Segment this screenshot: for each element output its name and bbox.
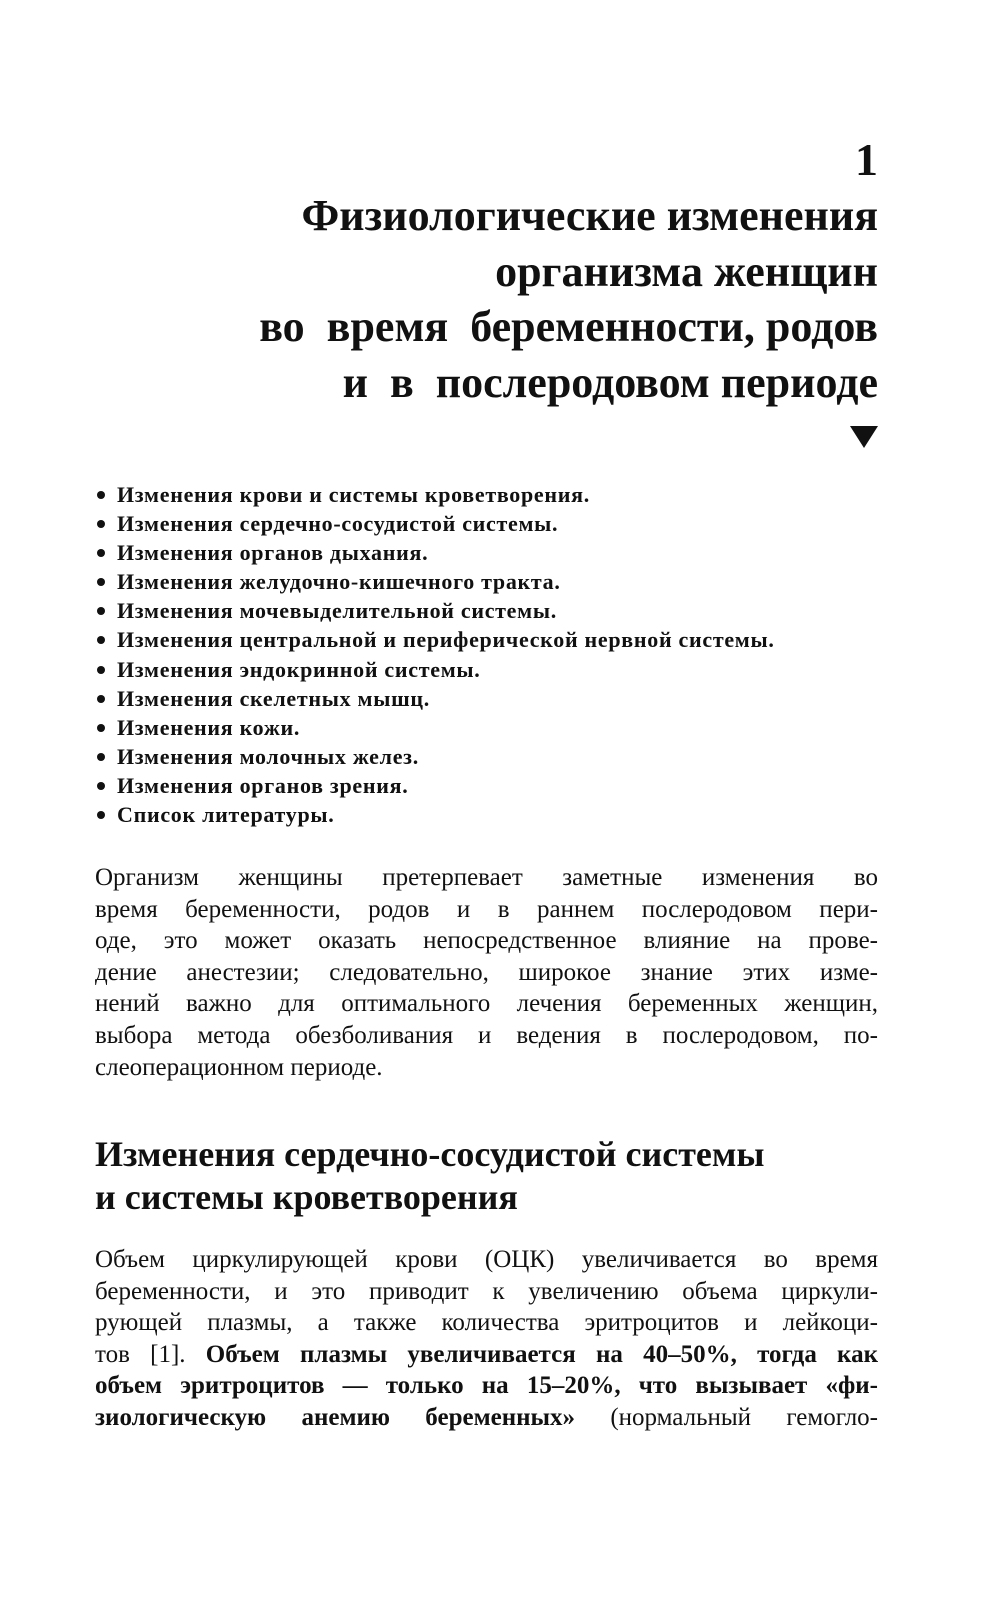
text-segment: тов [1]. — [95, 1340, 206, 1368]
list-item: Изменения желудочно-кишечного тракта. — [95, 567, 775, 596]
text-line: рующей плазмы, а также количества эритроцитов и лейкоци- — [95, 1309, 878, 1337]
text-line — [95, 1339, 878, 1371]
list-item: Изменения крови и системы кроветворения. — [95, 480, 775, 509]
list-item: Изменения сердечно-сосудистой системы. — [95, 509, 775, 538]
bullet-icon — [97, 491, 105, 499]
text-line: оде, это может оказать непосредственное влияние на прове- — [95, 927, 878, 955]
list-item: Изменения скелетных мышц. — [95, 684, 775, 713]
bullet-icon — [97, 666, 105, 674]
triangle-marker-icon — [850, 426, 878, 448]
section-heading-line: и системы кроветворения — [95, 1177, 518, 1217]
text-line: слеоперационном периоде. — [95, 1053, 383, 1081]
chapter-title — [259, 188, 878, 410]
chapter-contents-list — [95, 480, 775, 829]
text-line: время беременности, родов и в раннем послеродовом пери- — [95, 895, 878, 923]
section-heading-line: Изменения сердечно-сосудистой системы — [95, 1134, 765, 1174]
bullet-icon — [97, 549, 105, 557]
text-line: Объем циркулирующей крови (ОЦК) увеличивается во время — [95, 1246, 878, 1273]
bullet-icon — [97, 636, 105, 644]
chapter-title-line: и в послеродовом периоде — [342, 357, 878, 407]
text-line: выбора метода обезболивания и ведения в послеродовом, по- — [95, 1021, 878, 1049]
bullet-icon — [97, 520, 105, 528]
chapter-title-line: во время беременности, родов — [259, 302, 878, 351]
text-line — [95, 1370, 878, 1402]
text-line: Организм женщины претерпевает заметные изменения во — [95, 864, 878, 891]
section-heading — [95, 1133, 765, 1219]
list-item: Изменения мочевыделительной системы. — [95, 596, 775, 625]
bullet-icon — [97, 811, 105, 819]
bullet-icon — [97, 753, 105, 761]
chapter-title-line: организма женщин — [495, 246, 878, 296]
list-item: Изменения органов дыхания. — [95, 538, 775, 567]
text-line: дение анестезии; следовательно, широкое знание этих изме- — [95, 958, 878, 986]
bullet-icon — [97, 578, 105, 586]
bullet-icon — [97, 724, 105, 732]
intro-paragraph — [95, 862, 878, 1083]
text-line: беременности, и это приводит к увеличению объема циркули- — [95, 1277, 878, 1305]
chapter-number: 1 — [855, 134, 878, 185]
bold-text-segment: зиологическую анемию беременных» — [95, 1403, 576, 1431]
bullet-icon — [97, 695, 105, 703]
bold-text-segment: объем эритроцитов — только на 15–20%, что вызывает «фи- — [95, 1372, 878, 1400]
list-item: Список литературы. — [95, 800, 775, 829]
list-item: Изменения эндокринной системы. — [95, 655, 775, 684]
list-item: Изменения молочных желез. — [95, 742, 775, 771]
list-item: Изменения кожи. — [95, 713, 775, 742]
text-line: нений важно для оптимального лечения беременных женщин, — [95, 990, 878, 1018]
bullet-icon — [97, 607, 105, 615]
bold-text-segment: Объем плазмы увеличивается на 40–50%, тогда как — [205, 1340, 878, 1368]
text-segment: (нормальный гемогло- — [575, 1403, 878, 1431]
bullet-icon — [97, 782, 105, 790]
section-paragraph — [95, 1244, 878, 1434]
list-item: Изменения органов зрения. — [95, 771, 775, 800]
list-item: Изменения центральной и периферической нервной системы. — [95, 625, 775, 654]
text-line — [95, 1402, 878, 1434]
chapter-title-line: Физиологические изменения — [301, 191, 878, 240]
